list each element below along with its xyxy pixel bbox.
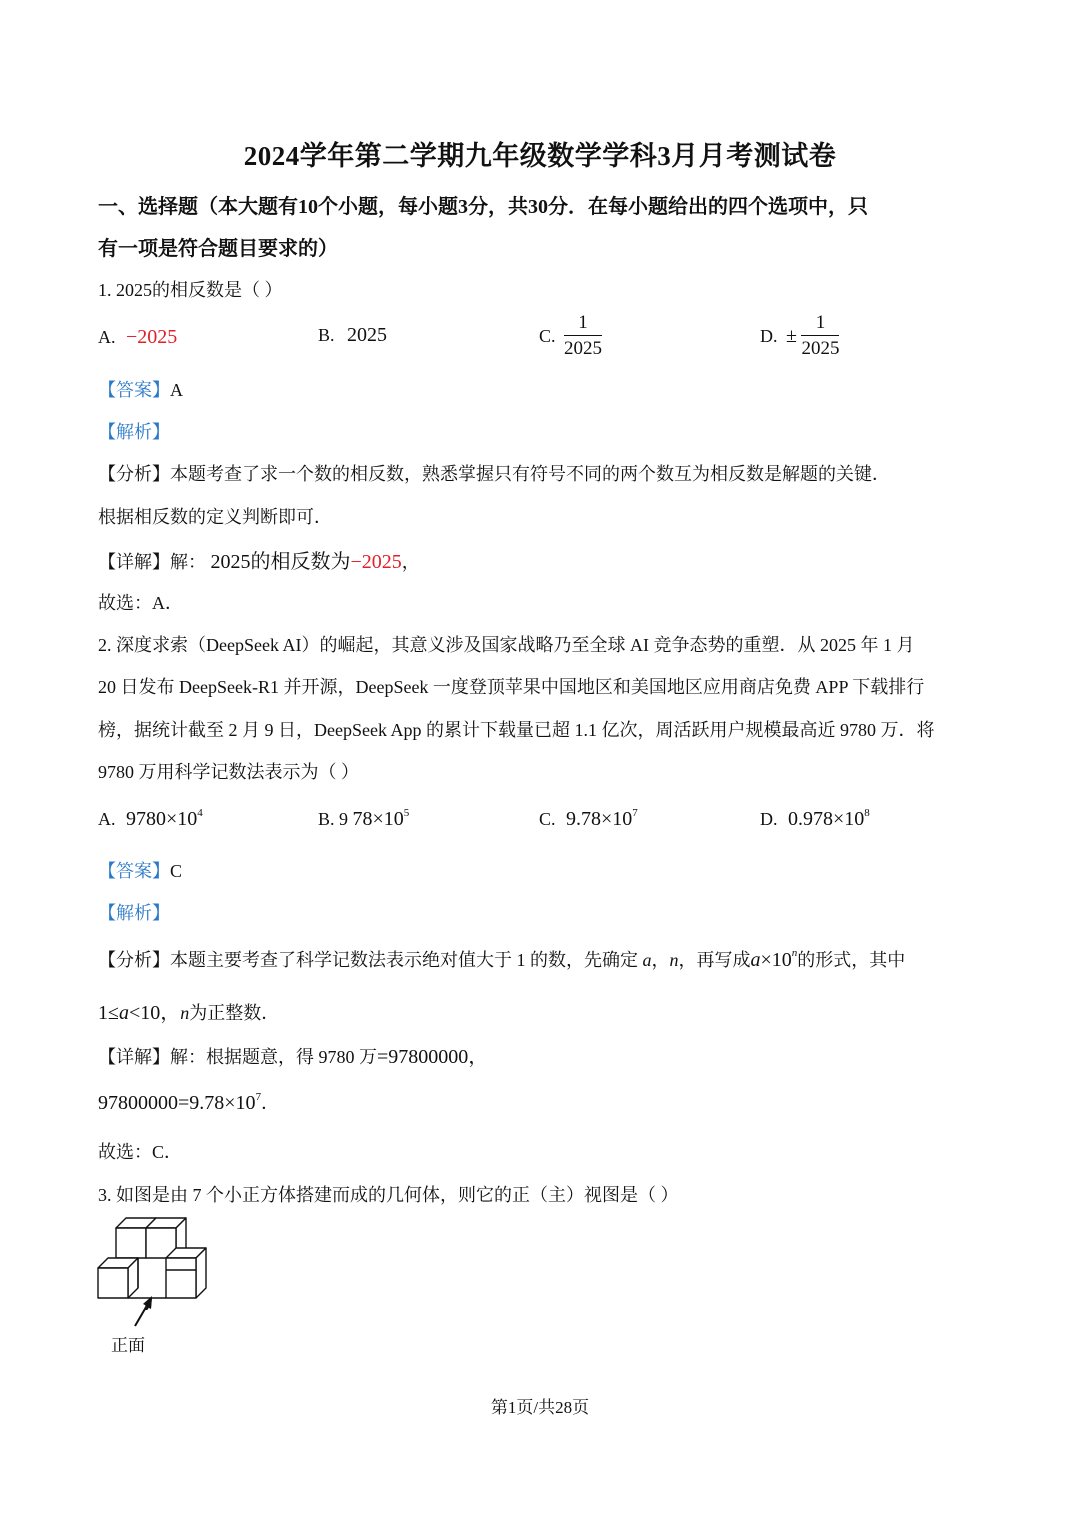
detail-prefix: 【详解】解： — [98, 552, 206, 572]
q1-analysis-tag: 【解析】 — [98, 422, 170, 442]
q1-option-a — [98, 326, 177, 349]
option-value: 78×10 — [352, 808, 404, 830]
cond-part: <10， — [128, 1002, 181, 1024]
answer-value: C — [170, 861, 183, 881]
option-exponent: 4 — [197, 807, 203, 819]
option-exponent: 7 — [632, 807, 638, 819]
option-value: 9.78×10 — [566, 808, 633, 830]
q2-fenxi-line2 — [98, 996, 279, 1025]
q2-answer — [98, 857, 182, 883]
q1-choose: 故选：A． — [98, 593, 183, 613]
option-label: A. — [98, 809, 116, 829]
cube-stack-figure — [92, 1210, 222, 1310]
option-value: 9780×10 — [126, 808, 198, 830]
q1-fenxi-2: 根据相反数的定义判断即可． — [98, 507, 332, 527]
option-exponent: 5 — [403, 807, 410, 819]
q2-option-b — [318, 808, 409, 831]
q1-option-b — [318, 324, 387, 347]
cond-a: a — [118, 1002, 129, 1024]
cond-part: 为正整数． — [189, 1003, 280, 1023]
expr-n: n — [791, 947, 798, 960]
var-a: a — [642, 950, 652, 970]
fenxi-text: 的形式，其中 — [797, 950, 906, 970]
q2-analysis-tag: 【解析】 — [98, 903, 170, 923]
cube-front-face — [98, 1268, 128, 1298]
plus-minus-sign: ± — [786, 325, 797, 347]
page-title: 2024学年第二学期九年级数学学科3月月考测试卷 — [243, 141, 837, 171]
q1-fenxi: 【分析】本题考查了求一个数的相反数，熟悉掌握只有符号不同的两个数互为相反数是解题的关键． — [98, 464, 890, 484]
cube-front-face — [166, 1258, 196, 1298]
section-heading-line2: 有一项是符合题目要求的） — [98, 238, 338, 260]
answer-value: A — [170, 380, 183, 400]
detail-math: 97800000=9.78×10 — [98, 1092, 256, 1114]
q2-stem-line2: 20 日发布 DeepSeek-R1 并开源，DeepSeek 一度登顶苹果中国地区和美国地区应用商店免费 APP 下载排行 — [98, 677, 925, 697]
q1-detail — [98, 545, 420, 574]
q2-stem-line1: 2. 深度求索（DeepSeek AI）的崛起，其意义涉及国家战略乃至全球 AI 竞争态势的重塑．从 2025 年 1 月 — [98, 635, 915, 655]
sci-notation-expr — [751, 949, 798, 971]
denominator: 2025 — [801, 338, 840, 359]
option-label: B. 9 — [318, 809, 349, 829]
q2-stem-line3: 榜，据统计截至 2 月 9 日，DeepSeek App 的累计下载量已超 1.1 亿次，周活跃用户规模最高近 9780 万．将 — [98, 720, 935, 740]
cond-n: n — [180, 1003, 190, 1023]
q2-option-d — [760, 808, 870, 831]
section-heading-line1: 一、选择题（本大题有10个小题，每小题3分，共30分．在每小题给出的四个选项中，只 — [98, 196, 868, 218]
fenxi-text: 【分析】本题主要考查了科学记数法表示绝对值大于 1 的数，先确定 — [98, 950, 643, 970]
fraction — [801, 311, 839, 362]
var-n: n — [669, 950, 679, 970]
answer-tag: 【答案】 — [98, 861, 170, 881]
detail-end: ， — [401, 552, 420, 572]
numerator: 1 — [564, 311, 602, 336]
detail-text: 2025的相反数为 — [210, 551, 351, 573]
denominator: 2025 — [564, 338, 603, 359]
answer-tag: 【答案】 — [98, 380, 170, 400]
comma: ， — [651, 950, 670, 970]
numerator: 1 — [801, 311, 839, 336]
detail-math: =97800000， — [377, 1046, 489, 1068]
option-label: A. — [98, 327, 116, 347]
expr-mid: ×10 — [760, 949, 792, 971]
detail-exponent: 7 — [255, 1091, 262, 1103]
fraction — [564, 311, 602, 362]
q2-fenxi-line1 — [98, 946, 905, 972]
q1-answer — [98, 376, 183, 402]
option-value: 2025 — [347, 324, 388, 346]
option-label: B. — [318, 325, 335, 345]
option-value: −2025 — [126, 326, 178, 348]
q1-option-c — [539, 311, 602, 362]
detail-red-value: −2025 — [350, 551, 402, 573]
option-label: D. — [760, 809, 778, 829]
cube-front-face — [116, 1228, 146, 1258]
q1-stem: 1. 2025的相反数是（ ） — [98, 280, 283, 300]
option-exponent: 8 — [864, 807, 870, 819]
fenxi-text: ，再写成 — [678, 950, 751, 970]
option-label: D. — [760, 326, 778, 346]
q2-detail-line2 — [98, 1089, 279, 1115]
q3-stem: 3. 如图是由 7 个小正方体搭建而成的几何体，则它的正（主）视图是（ ） — [98, 1185, 679, 1205]
arrow-icon — [125, 1296, 165, 1328]
option-label: C. — [539, 326, 556, 346]
cond-part: 1≤ — [98, 1002, 119, 1024]
expr-a: a — [750, 949, 761, 971]
q2-stem-line4: 9780 万用科学记数法表示为（ ） — [98, 762, 359, 782]
detail-end: ． — [261, 1093, 280, 1113]
q2-option-a — [98, 808, 203, 831]
option-value: 0.978×10 — [788, 808, 865, 830]
front-label: 正面 — [111, 1336, 145, 1355]
page-footer: 第1页/共28页 — [490, 1398, 590, 1417]
q2-choose: 故选：C． — [98, 1142, 183, 1162]
q2-option-c — [539, 808, 638, 831]
q2-detail-line1 — [98, 1040, 488, 1069]
detail-text: 【详解】解：根据题意，得 9780 万 — [98, 1047, 377, 1067]
option-label: C. — [539, 809, 556, 829]
q1-option-d — [760, 311, 839, 362]
